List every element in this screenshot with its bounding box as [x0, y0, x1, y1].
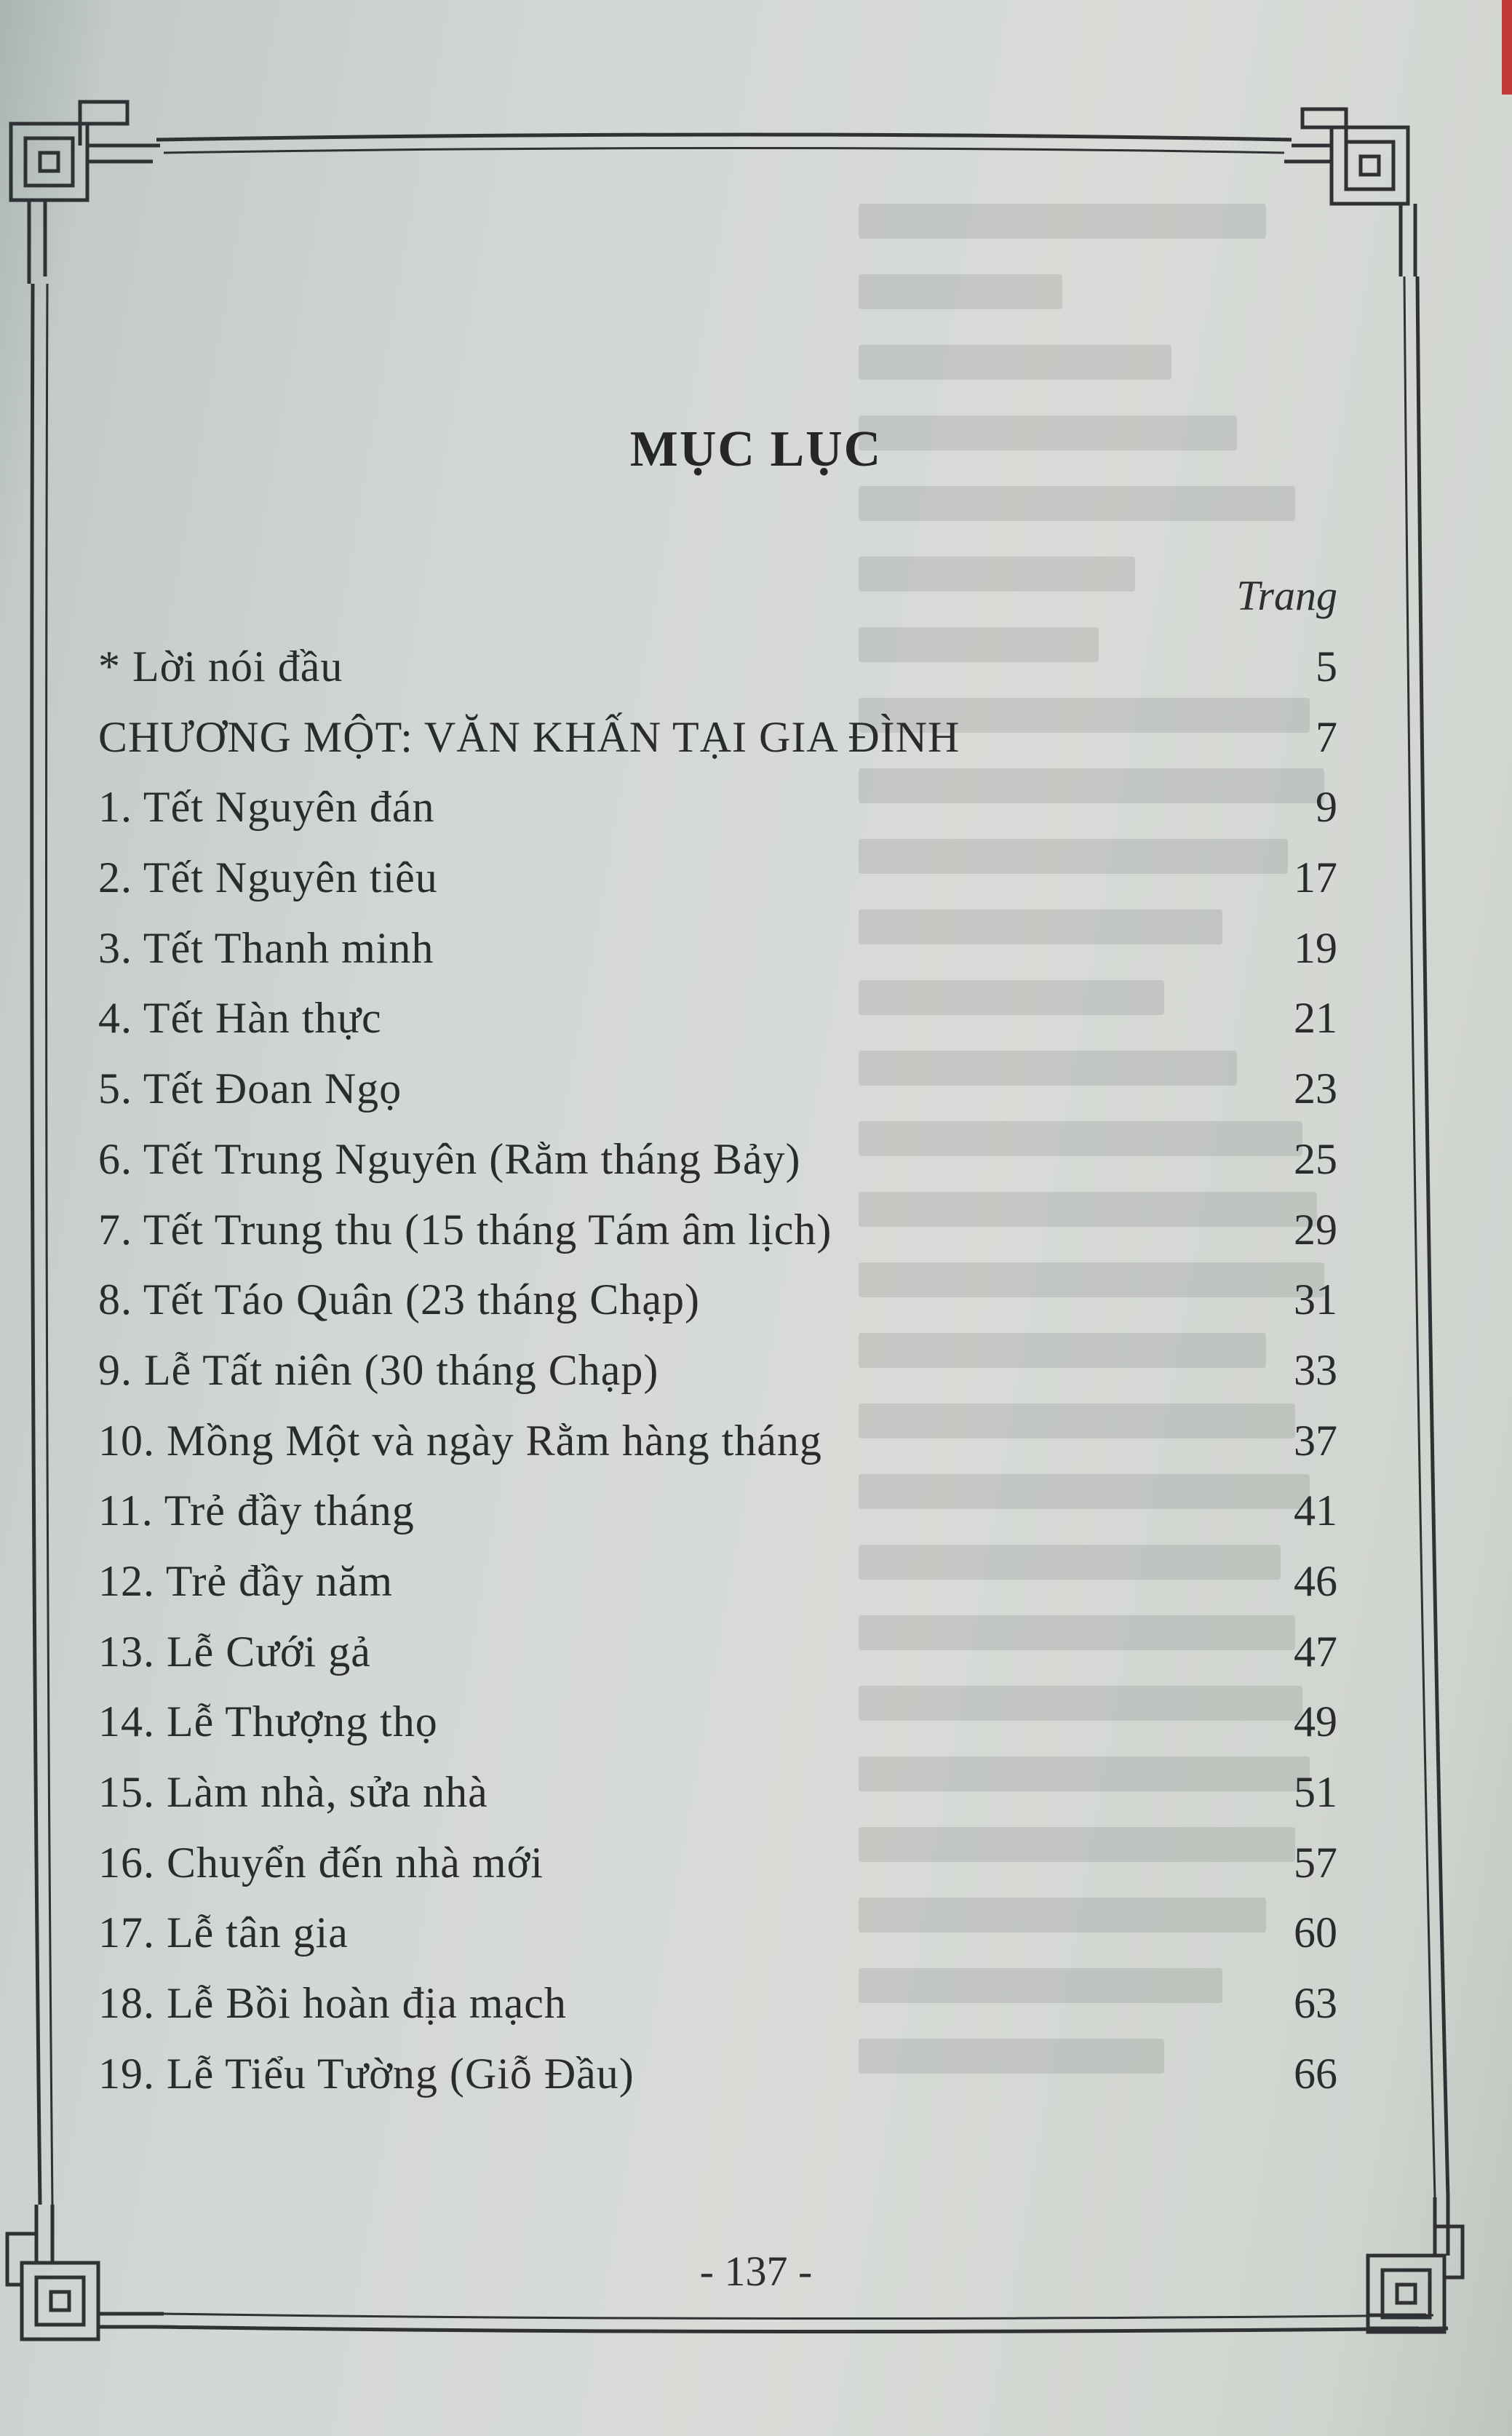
toc-entry-label: 13. Lễ Cưới gả — [98, 1627, 371, 1676]
toc-entry-label: 2. Tết Nguyên tiêu — [98, 853, 438, 902]
toc-entry-page: 31 — [1294, 1275, 1337, 1324]
toc-entry — [98, 1124, 1337, 1195]
toc-entry — [98, 843, 1337, 913]
toc-entry — [98, 2039, 1337, 2109]
toc-entry-label: * Lời nói đầu — [98, 642, 343, 690]
toc-entry-label: 6. Tết Trung Nguyên (Rằm tháng Bảy) — [98, 1134, 801, 1183]
page-column-header: Trang — [1236, 572, 1337, 619]
toc-entry-page: 25 — [1294, 1134, 1337, 1183]
toc-entry-page: 41 — [1294, 1486, 1337, 1535]
toc-entry — [98, 1195, 1337, 1265]
toc-entry — [98, 1335, 1337, 1406]
toc-entry — [98, 913, 1337, 984]
corner-ornament-top-left — [11, 102, 160, 284]
toc-entry — [98, 1757, 1337, 1828]
toc-entry-label: 7. Tết Trung thu (15 tháng Tám âm lịch) — [98, 1205, 832, 1254]
page-title: MỤC LỤC — [629, 421, 883, 477]
toc-entry-label: CHƯƠNG MỘT: VĂN KHẤN TẠI GIA ĐÌNH — [98, 712, 960, 761]
corner-ornament-top-right — [1284, 109, 1415, 276]
toc-entry — [98, 1828, 1337, 1898]
toc-entry — [98, 1617, 1337, 1687]
toc-entry-label: 12. Trẻ đầy năm — [98, 1556, 393, 1605]
toc-entry-label: 5. Tết Đoan Ngọ — [98, 1064, 402, 1113]
toc-entry — [98, 1265, 1337, 1335]
toc-entry-page: 46 — [1294, 1556, 1337, 1605]
toc-entry — [98, 1898, 1337, 1968]
toc-entry — [98, 632, 1337, 702]
toc-entry — [98, 702, 1337, 773]
toc-entry — [98, 1687, 1337, 1757]
toc-entry — [98, 983, 1337, 1054]
toc-entry-page: 29 — [1294, 1205, 1337, 1254]
toc-entry-page: 33 — [1294, 1345, 1337, 1394]
toc-entry-page: 60 — [1294, 1908, 1337, 1957]
toc-entry-label: 8. Tết Táo Quân (23 tháng Chạp) — [98, 1275, 700, 1324]
toc-entry-label: 11. Trẻ đầy tháng — [98, 1486, 415, 1535]
toc-entry-label: 18. Lễ Bồi hoàn địa mạch — [98, 1979, 567, 2028]
toc-entry-page: 37 — [1294, 1416, 1337, 1465]
toc-entry — [98, 1054, 1337, 1124]
toc-entry — [98, 1546, 1337, 1617]
page-number: - 137 - — [699, 2248, 813, 2295]
toc-entry-page: 17 — [1294, 853, 1337, 902]
toc-entry-label: 17. Lễ tân gia — [98, 1908, 349, 1957]
toc-entry-page: 19 — [1294, 923, 1337, 972]
toc-entry — [98, 772, 1337, 843]
toc-entry-label: 10. Mồng Một và ngày Rằm hàng tháng — [98, 1416, 822, 1465]
toc-entry-label: 3. Tết Thanh minh — [98, 923, 434, 972]
toc-entry-page: 7 — [1316, 712, 1337, 761]
toc-entry — [98, 1968, 1337, 2039]
toc-entry-label: 9. Lễ Tất niên (30 tháng Chạp) — [98, 1345, 659, 1394]
toc-entry-page: 47 — [1294, 1627, 1337, 1676]
toc-entry-label: 4. Tết Hàn thực — [98, 994, 382, 1043]
toc-entry-label: 19. Lễ Tiểu Tường (Giỗ Đầu) — [98, 2049, 634, 2098]
toc-entry-label: 14. Lễ Thượng thọ — [98, 1697, 438, 1746]
toc-entry — [98, 1476, 1337, 1546]
toc-entry-page: 57 — [1294, 1838, 1337, 1887]
toc-entry-page: 66 — [1294, 2049, 1337, 2098]
toc-entry-page: 23 — [1294, 1064, 1337, 1113]
toc-entry-page: 21 — [1294, 994, 1337, 1043]
toc-entry-page: 5 — [1316, 642, 1337, 690]
toc-entry-page: 49 — [1294, 1697, 1337, 1746]
toc-entry-page: 63 — [1294, 1979, 1337, 2028]
table-of-contents — [98, 632, 1337, 2109]
toc-entry-label: 15. Làm nhà, sửa nhà — [98, 1768, 488, 1816]
toc-entry-page: 9 — [1316, 783, 1337, 832]
toc-entry-page: 51 — [1294, 1768, 1337, 1816]
toc-entry-label: 1. Tết Nguyên đán — [98, 783, 435, 832]
toc-entry-label: 16. Chuyển đến nhà mới — [98, 1838, 544, 1887]
toc-entry — [98, 1406, 1337, 1476]
